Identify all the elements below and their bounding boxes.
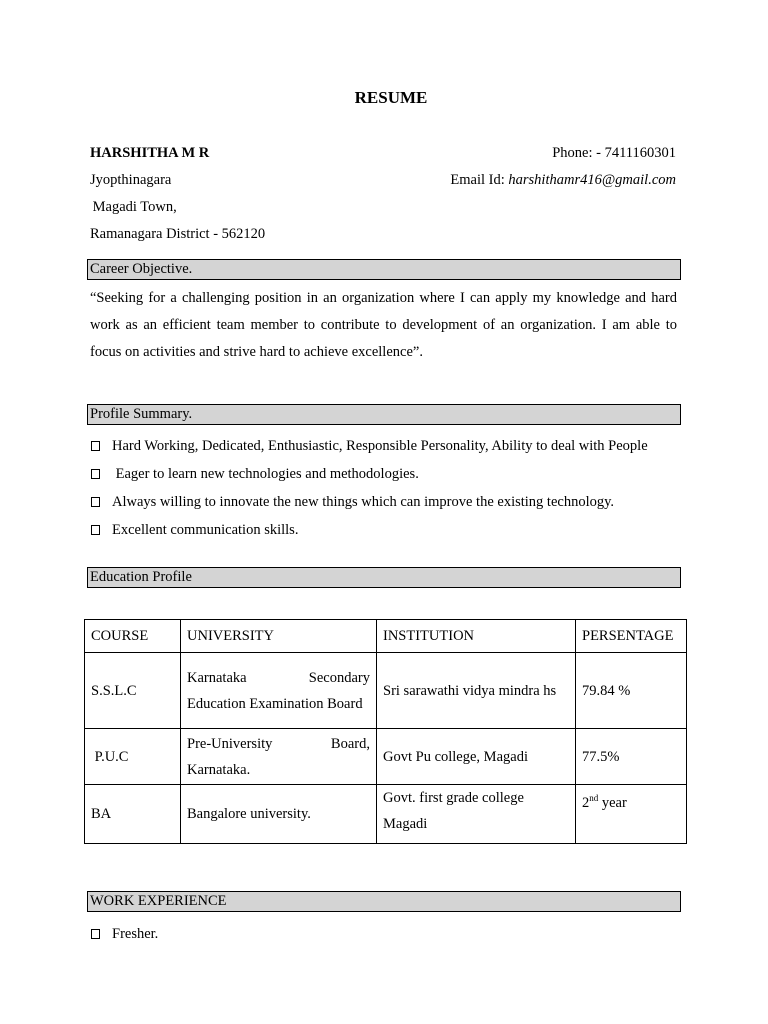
table-cell: 79.84 % [576,653,687,729]
table-cell: Govt. first grade college Magadi [377,785,576,844]
email-line [450,172,676,189]
list-item: Excellent communication skills. [91,522,298,539]
section-profile-summary: Profile Summary. [87,404,681,425]
address-line-1: Jyopthinagara [90,172,172,188]
column-header-percentage: PERSENTAGE [576,620,687,653]
email-address[interactable]: harshithamr416@gmail.com [508,172,676,188]
bullet-box-icon [91,525,100,535]
table-cell: 2nd year [576,785,687,844]
address-line-2: Magadi Town, [89,199,177,215]
phone-number: Phone: - 7411160301 [552,145,676,161]
table-cell: Pre-University Board, Karnataka. [181,729,377,785]
candidate-name: HARSHITHA M R [90,145,210,161]
table-cell: Bangalore university. [181,785,377,844]
table-cell: Karnataka Secondary Education Examination Board [181,653,377,729]
education-table [84,619,687,844]
table-cell: Sri sarawathi vidya mindra hs [377,653,576,729]
bullet-box-icon [91,929,100,939]
email-label: Email Id: [450,172,509,188]
list-item: Hard Working, Dedicated, Enthusiastic, Responsible Personality, Ability to deal with People [91,438,648,455]
column-header-university: UNIVERSITY [181,620,377,653]
section-work-experience: WORK EXPERIENCE [87,891,681,912]
table-cell: S.S.L.C [85,653,181,729]
list-item: Fresher. [91,926,158,943]
list-item: Always willing to innovate the new things which can improve the existing technology. [91,494,614,511]
table-cell: BA [85,785,181,844]
table-cell: Govt Pu college, Magadi [377,729,576,785]
section-career-objective: Career Objective. [87,259,681,280]
section-education-profile: Education Profile [87,567,681,588]
table-row [85,653,687,729]
table-cell: P.U.C [85,729,181,785]
bullet-box-icon [91,441,100,451]
bullet-box-icon [91,469,100,479]
page-title: RESUME [354,88,428,107]
table-row [85,729,687,785]
address-line-3: Ramanagara District - 562120 [90,226,266,242]
table-header-row [85,620,687,653]
column-header-institution: INSTITUTION [377,620,576,653]
bullet-box-icon [91,497,100,507]
table-row [85,785,687,844]
table-cell: 77.5% [576,729,687,785]
list-item: Eager to learn new technologies and methodologies. [91,466,419,483]
column-header-course: COURSE [85,620,181,653]
career-objective-text: “Seeking for a challenging position in an organization where I can apply my knowledge and hard work as an efficient team member to contribute to development of an organization. I am able to focus on activities and strive hard to achieve excellence”. [90,290,677,360]
